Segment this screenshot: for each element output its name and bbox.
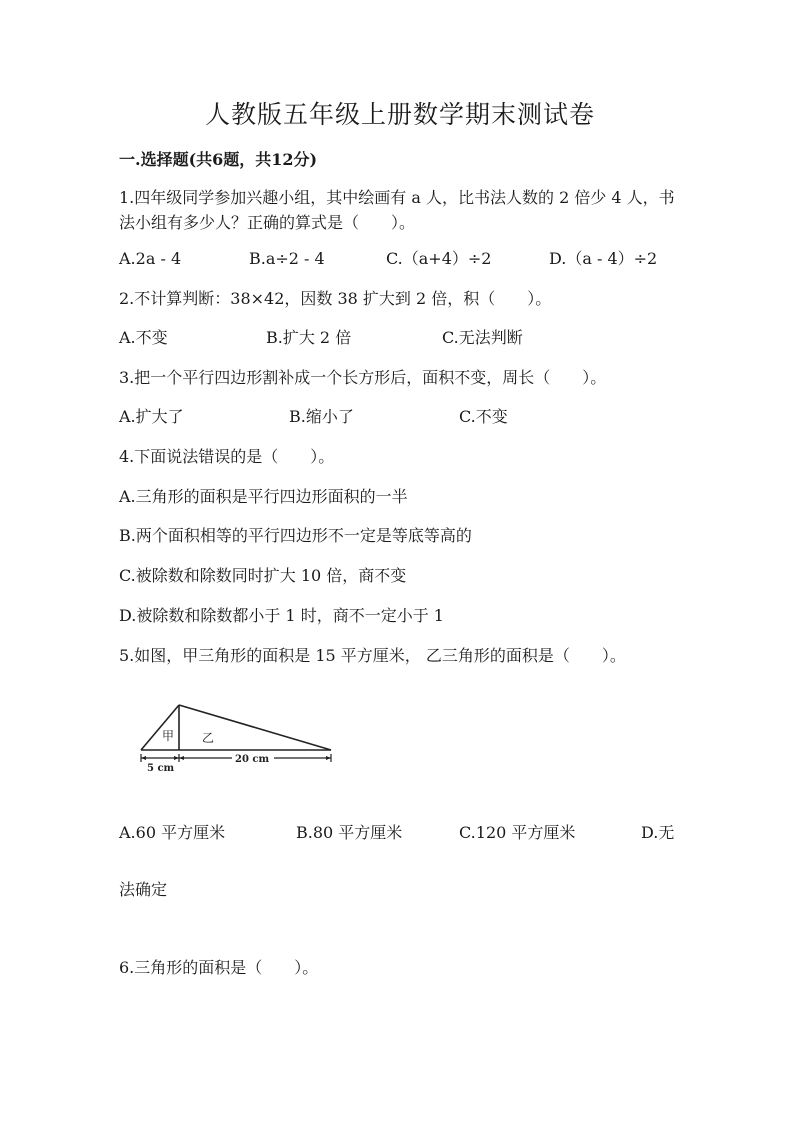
triangle-diagram	[128, 694, 338, 774]
question-4-option-a[interactable]: A.三角形的面积是平行四边形面积的一半	[119, 487, 408, 506]
question-5-option-b[interactable]: B.80 平方厘米	[296, 823, 403, 842]
question-2-option-b[interactable]: B.扩大 2 倍	[266, 328, 352, 347]
question-2-option-a[interactable]: A.不变	[119, 328, 168, 347]
question-5-option-c[interactable]: C.120 平方厘米	[459, 823, 576, 842]
question-5-option-a[interactable]: A.60 平方厘米	[119, 823, 226, 842]
dimension-a-label: 5 cm	[147, 763, 175, 774]
question-3-text: 3.把一个平行四边形割补成一个长方形后，面积不变，周长（ ）。	[119, 368, 607, 387]
question-3-option-a[interactable]: A.扩大了	[119, 407, 184, 426]
page-title: 人教版五年级上册数学期末测试卷	[204, 100, 595, 129]
question-6-text: 6.三角形的面积是（ ）。	[119, 958, 319, 977]
question-4-option-d[interactable]: D.被除数和除数都小于 1 时，商不一定小于 1	[119, 606, 444, 625]
question-1-line-2: 法小组有多少人？正确的算式是（ ）。	[119, 213, 416, 232]
question-4-option-c[interactable]: C.被除数和除数同时扩大 10 倍，商不变	[119, 566, 407, 585]
question-3-option-b[interactable]: B.缩小了	[289, 407, 354, 426]
dimension-b-label: 20 cm	[235, 754, 270, 765]
section-heading: 一.选择题(共6题，共12分)	[119, 150, 318, 169]
question-2-option-c[interactable]: C.无法判断	[442, 328, 523, 347]
question-5-option-d-wrap: 法确定	[119, 880, 168, 899]
question-1-option-b[interactable]: B.a÷2 - 4	[249, 249, 325, 268]
question-5-text: 5.如图，甲三角形的面积是 15 平方厘米， 乙三角形的面积是（ ）。	[119, 646, 626, 665]
question-5-option-d[interactable]: D.无	[641, 823, 675, 842]
question-1-option-c[interactable]: C.（a+4）÷2	[386, 249, 492, 268]
question-5-figure	[128, 694, 338, 778]
question-3-option-c[interactable]: C.不变	[459, 407, 508, 426]
label-jia: 甲	[162, 729, 175, 743]
question-1-option-a[interactable]: A.2a - 4	[119, 249, 182, 268]
question-4-option-b[interactable]: B.两个面积相等的平行四边形不一定是等底等高的	[119, 526, 472, 545]
triangle-left-edge	[141, 705, 179, 750]
label-yi: 乙	[202, 731, 215, 745]
question-1-option-d[interactable]: D.（a - 4）÷2	[549, 249, 658, 268]
question-2-text: 2.不计算判断：38×42，因数 38 扩大到 2 倍，积（ ）。	[119, 289, 552, 308]
question-4-text: 4.下面说法错误的是（ ）。	[119, 447, 335, 466]
question-1-line-1: 1.四年级同学参加兴趣小组，其中绘画有 a 人，比书法人数的 2 倍少 4 人，书	[119, 188, 675, 207]
